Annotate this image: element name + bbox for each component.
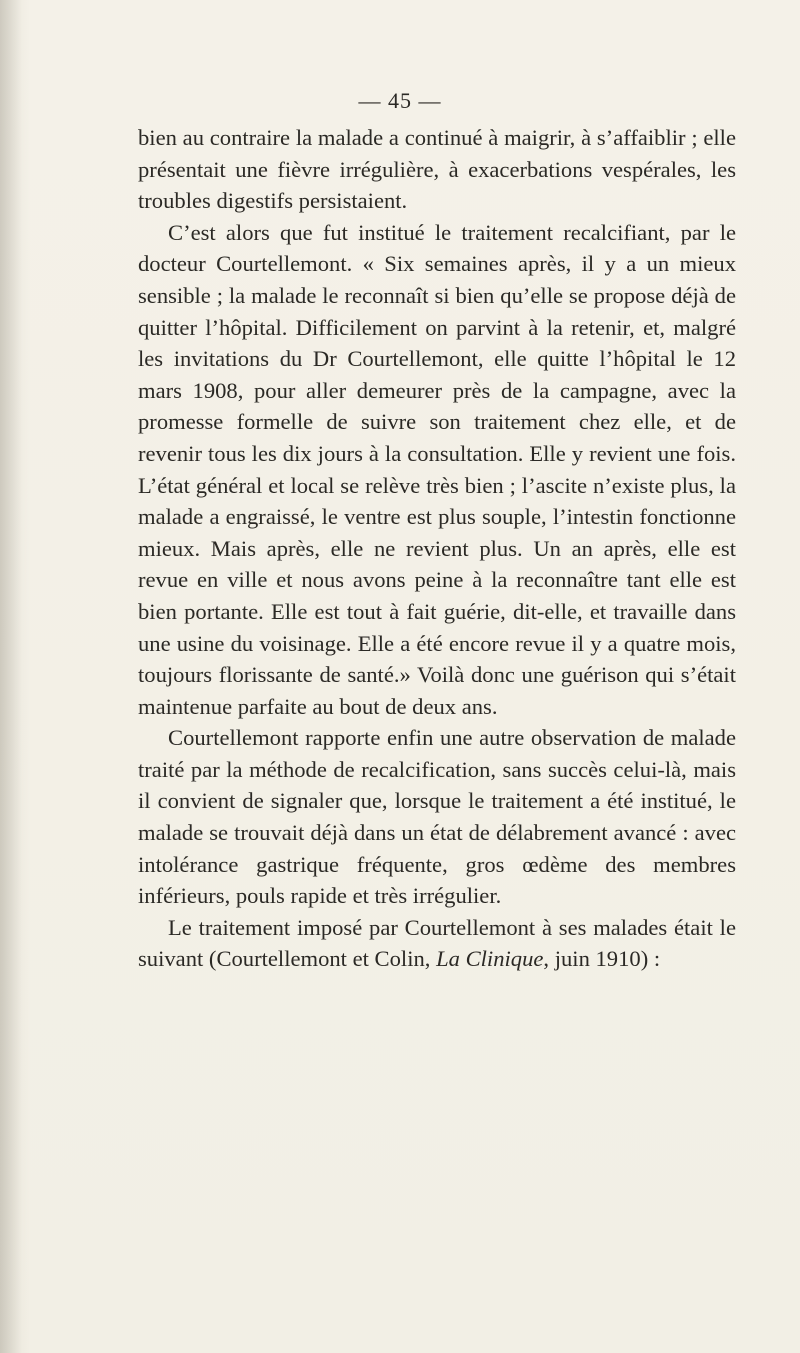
page-number: — 45 — (358, 88, 442, 113)
paragraph-1: bien au contraire la malade a continué à maigrir, à s’affaiblir ; elle présentait une fièvre irrégulière, à exacerbations vespérales, les troubles digestifs persistaient. (138, 125, 736, 214)
paragraph-2: C’est alors que fut institué le traitement recalcifiant, par le docteur Courtellemont. « Six semaines après, il y a un mieux sensible ; la malade le reconnaît si bien qu’elle se propose déjà de quitter l’hôpital. Difficilement on parvint à la retenir, et, malgré les invitations du Dr Courtellemont, elle quitte l’hôpital le 12 mars 1908, pour aller demeurer près de la campagne, avec la promesse formelle de suivre son traitement chez elle, et de revenir tous les dix jours à la consultation. Elle y revient une fois. L’état général et local se relève très bien ; l’ascite n’existe plus, la malade a engraissé, le ventre est plus souple, l’intestin fonctionne mieux. Mais après, elle ne revient plus. Un an après, elle est revue en ville et nous avons peine à la reconnaître tant elle est bien portante. Elle est tout à fait guérie, dit-elle, et travaille dans une usine du voisinage. Elle a été encore revue il y a quatre mois, toujours florissante de santé.» Voilà donc une guérison qui s’était maintenue parfaite au bout de deux ans. (138, 219, 736, 719)
paragraph-4-text-before: Le traitement imposé par Courtellemont à ses malades était le suivant (Courtellemont et Colin, (138, 914, 736, 972)
paragraph-3: Courtellemont rapporte enfin une autre observation de malade traité par la méthode de recalcification, sans succès celui-là, mais il convient de signaler que, lorsque le traitement a été institué, le malade se trouvait déjà dans un état de délabrement avancé : avec intolérance gastrique fréquente, gros œdème des membres inférieurs, pouls rapide et très irrégulier. (138, 725, 736, 909)
page-spine-shadow (0, 0, 22, 1353)
paragraph-4-text-after: , juin 1910) : (543, 946, 661, 972)
body-text (138, 122, 736, 975)
paragraph-4 (138, 912, 736, 975)
journal-title: La Clinique (436, 946, 544, 972)
